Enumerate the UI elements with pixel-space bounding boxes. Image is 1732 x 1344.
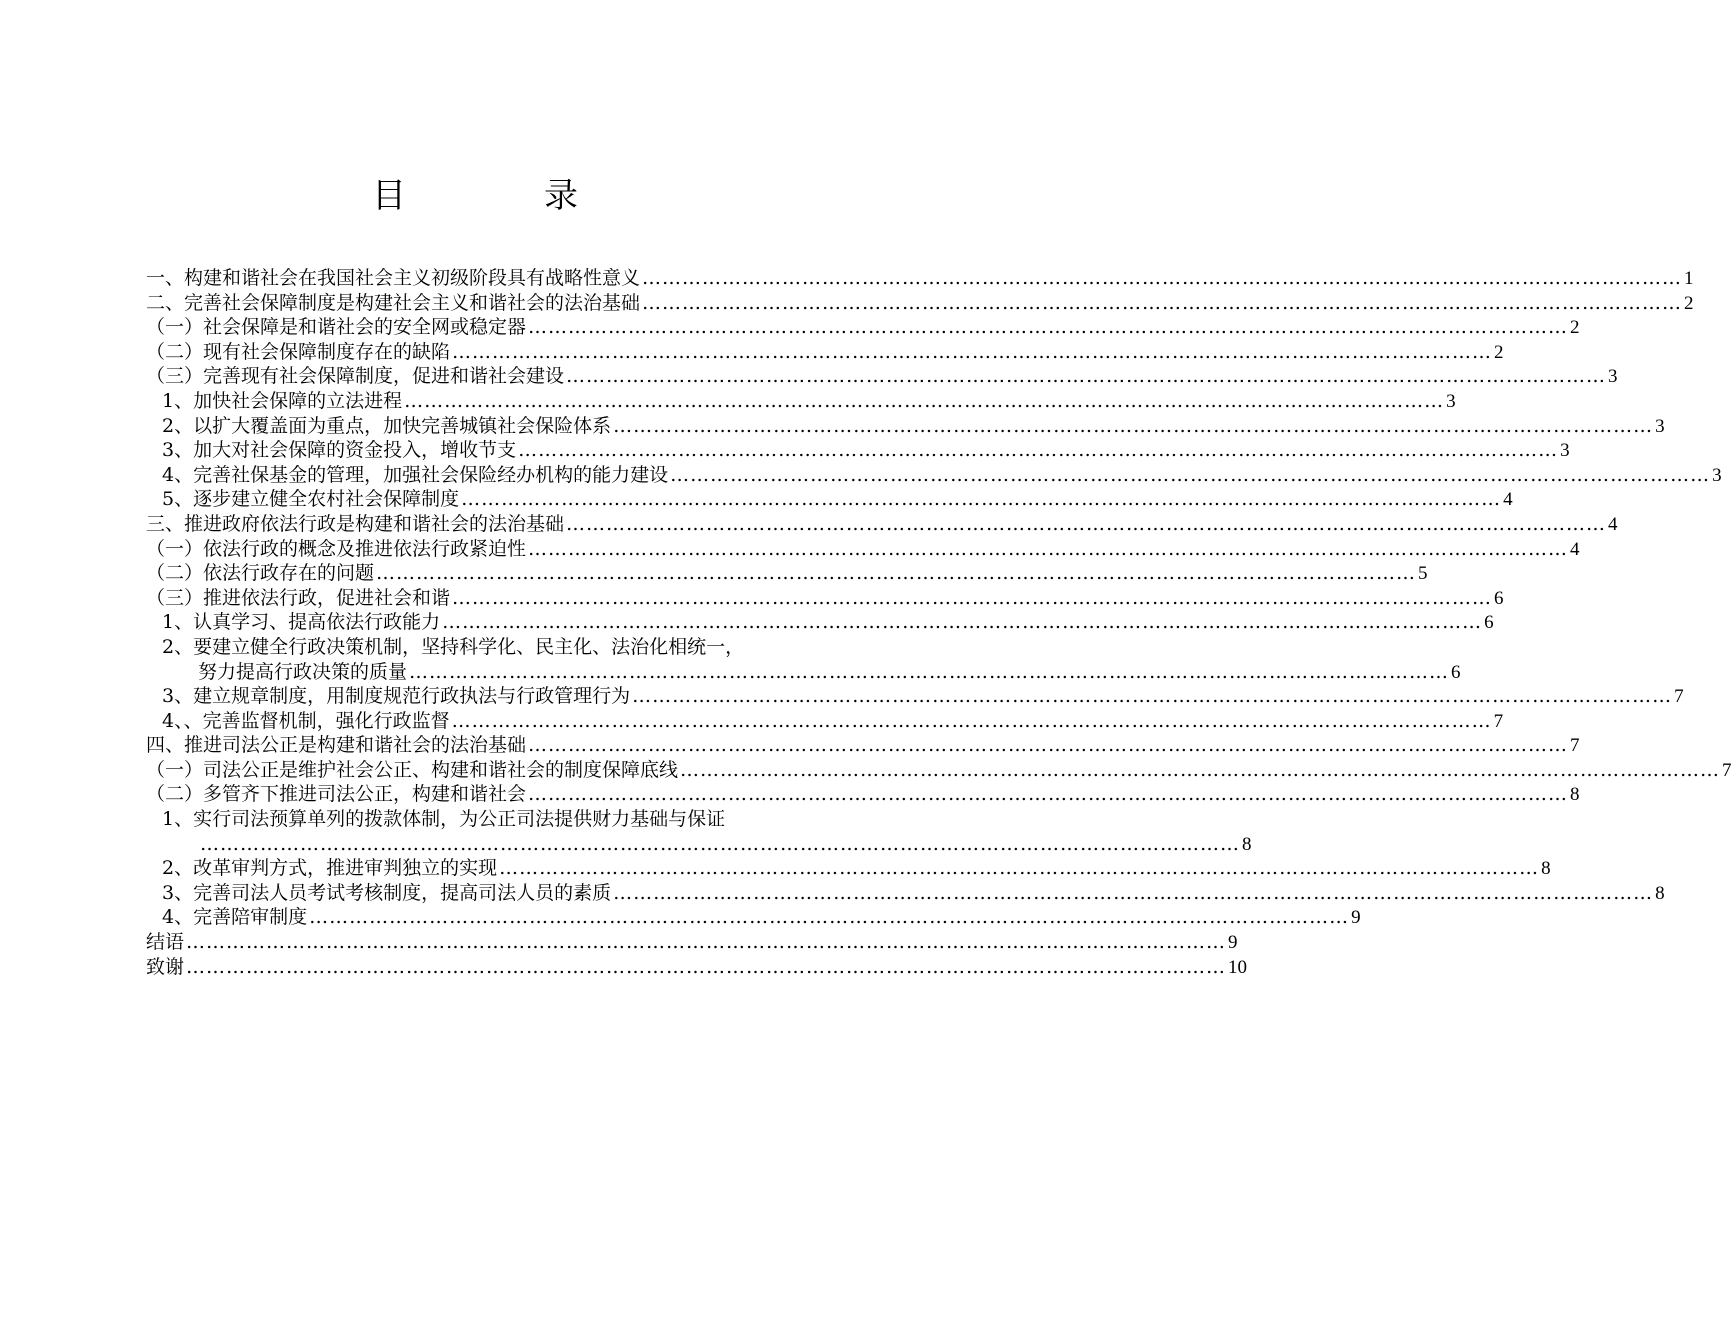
toc-entry-label: 4、完善陪审制度 bbox=[162, 906, 308, 929]
toc-leader: ………………………………………………………………………………………………………………………………………… bbox=[528, 783, 1569, 806]
toc-leader: ………………………………………………………………………………………………………………………………………… bbox=[186, 931, 1227, 954]
toc-entry[interactable] bbox=[146, 487, 1513, 512]
toc-leader: ………………………………………………………………………………………………………………………………………… bbox=[528, 316, 1569, 339]
toc-entry[interactable] bbox=[146, 930, 1238, 955]
toc-entry[interactable] bbox=[146, 315, 1580, 340]
toc-page-number: 8 bbox=[1242, 833, 1252, 855]
toc-entry-label: （三）完善现有社会保障制度，促进和谐社会建设 bbox=[146, 365, 565, 388]
toc-entry-label: 一、构建和谐社会在我国社会主义初级阶段具有战略性意义 bbox=[146, 267, 641, 289]
toc-page-number: 2 bbox=[1494, 341, 1504, 363]
toc-entry[interactable] bbox=[146, 586, 1504, 611]
toc-entry-label: 三、推进政府依法行政是构建和谐社会的法治基础 bbox=[146, 512, 565, 535]
toc-leader: ………………………………………………………………………………………………………………………………………… bbox=[632, 685, 1673, 708]
toc-entry-label: 努力提高行政决策的质量 bbox=[198, 660, 408, 683]
toc-entry-label: （二）多管齐下推进司法公正，构建和谐社会 bbox=[146, 783, 527, 806]
toc-entry-label: 3、加大对社会保障的资金投入，增收节支 bbox=[162, 439, 517, 462]
toc-leader: ………………………………………………………………………………………………………………………………………… bbox=[404, 389, 1445, 412]
toc-entry[interactable] bbox=[146, 856, 1551, 881]
toc-entry-label: 1、认真学习、提高依法行政能力 bbox=[162, 611, 441, 634]
toc-entry-label: （一）社会保障是和谐社会的安全网或稳定器 bbox=[146, 316, 527, 339]
toc-page-number: 3 bbox=[1655, 415, 1665, 437]
toc-leader: ………………………………………………………………………………………………………………………………………… bbox=[642, 267, 1683, 289]
toc-leader: ………………………………………………………………………………………………………………………………………… bbox=[613, 881, 1654, 904]
toc-leader: ………………………………………………………………………………………………………………………………………… bbox=[566, 512, 1607, 535]
toc-entry-label: 致谢 bbox=[146, 955, 185, 978]
toc-entry-label: （二）现有社会保障制度存在的缺陷 bbox=[146, 340, 451, 363]
toc-page-number: 9 bbox=[1228, 932, 1238, 954]
toc-leader: ………………………………………………………………………………………………………………………………………… bbox=[566, 365, 1607, 388]
toc-entry[interactable] bbox=[146, 364, 1618, 389]
toc-page-number: 5 bbox=[1418, 563, 1428, 585]
toc-page-number: 4 bbox=[1608, 513, 1618, 535]
toc-entry[interactable] bbox=[146, 438, 1570, 463]
toc-entry-label: 1、实行司法预算单列的拨款体制，为公正司法提供财力基础与保证 bbox=[162, 808, 726, 831]
toc-entry[interactable] bbox=[146, 414, 1665, 439]
toc-entry[interactable] bbox=[146, 807, 838, 832]
toc-leader: ………………………………………………………………………………………………………………………………………… bbox=[499, 857, 1540, 880]
toc-page-number: 8 bbox=[1655, 882, 1665, 904]
toc-entry[interactable] bbox=[146, 266, 1694, 291]
toc-entry[interactable] bbox=[146, 881, 1665, 906]
toc-page-number: 6 bbox=[1451, 661, 1461, 683]
toc-page-number: 3 bbox=[1712, 464, 1722, 486]
toc-leader: ………………………………………………………………………………………………………………………………………… bbox=[461, 488, 1502, 511]
toc-page-number: 2 bbox=[1684, 292, 1694, 314]
toc-leader: ………………………………………………………………………………………………………………………………………… bbox=[528, 537, 1569, 560]
toc-entry[interactable] bbox=[146, 610, 1494, 635]
toc-page-number: 7 bbox=[1493, 710, 1504, 732]
toc-page-number: 3 bbox=[1608, 366, 1618, 388]
toc-entry[interactable] bbox=[146, 684, 1684, 709]
toc-leader: ………………………………………………………………………………………………………………………………………… bbox=[186, 955, 1227, 978]
table-of-contents bbox=[146, 266, 1732, 979]
toc-entry[interactable] bbox=[146, 709, 1504, 734]
toc-entry-label: （二）依法行政存在的问题 bbox=[146, 562, 375, 585]
toc-page-number: 2 bbox=[1570, 317, 1580, 339]
toc-entry-label: 2、改革审判方式，推进审判独立的实现 bbox=[162, 857, 498, 880]
toc-page-number: 7 bbox=[1722, 759, 1732, 781]
toc-entry[interactable] bbox=[146, 463, 1722, 488]
toc-entry[interactable] bbox=[146, 291, 1694, 316]
toc-entry-label: 2、以扩大覆盖面为重点，加快完善城镇社会保险体系 bbox=[162, 414, 612, 437]
toc-entry-label: （一）依法行政的概念及推进依法行政紧迫性 bbox=[146, 537, 527, 560]
toc-entry-label: （三）推进依法行政，促进社会和谐 bbox=[146, 586, 451, 609]
toc-page-number: 4 bbox=[1570, 538, 1580, 560]
toc-leader: ………………………………………………………………………………………………………………………………………… bbox=[200, 832, 1240, 855]
toc-leader: ………………………………………………………………………………………………………………………………………… bbox=[376, 562, 1417, 585]
toc-entry[interactable] bbox=[146, 389, 1456, 414]
toc-leader: ………………………………………………………………………………………………………………………………………… bbox=[451, 709, 1492, 732]
toc-entry[interactable] bbox=[146, 340, 1504, 365]
toc-page-number: 3 bbox=[1446, 390, 1456, 412]
toc-leader: ………………………………………………………………………………………………………………………………………… bbox=[528, 734, 1569, 757]
toc-leader: ………………………………………………………………………………………………………………………………………… bbox=[670, 463, 1711, 486]
toc-entry-label: （一）司法公正是维护社会公正、构建和谐社会的制度保障底线 bbox=[146, 758, 679, 781]
toc-page-number: 6 bbox=[1494, 587, 1504, 609]
toc-page-number: 6 bbox=[1484, 612, 1494, 634]
toc-entry[interactable] bbox=[146, 782, 1580, 807]
toc-entry-label: 2、要建立健全行政决策机制，坚持科学化、民主化、法治化相统一， bbox=[162, 635, 745, 658]
toc-page-number: 8 bbox=[1570, 784, 1580, 806]
toc-entry[interactable] bbox=[146, 758, 1732, 783]
toc-leader: ………………………………………………………………………………………………………………………………………… bbox=[680, 758, 1721, 781]
toc-leader: ………………………………………………………………………………………………………………………………………… bbox=[409, 660, 1450, 683]
toc-leader: ………………………………………………………………………………………………………………………………………… bbox=[442, 611, 1483, 634]
toc-entry-label: 二、完善社会保障制度是构建社会主义和谐社会的法治基础 bbox=[146, 291, 641, 314]
toc-entry-label: 4、完善社保基金的管理，加强社会保险经办机构的能力建设 bbox=[162, 463, 669, 486]
toc-entry[interactable] bbox=[146, 905, 1361, 930]
toc-entry-label: 4、、完善监督机制，强化行政监督 bbox=[162, 709, 450, 732]
toc-entry-label: 四、推进司法公正是构建和谐社会的法治基础 bbox=[146, 734, 527, 757]
toc-entry-label: 3、完善司法人员考试考核制度，提高司法人员的素质 bbox=[162, 881, 612, 904]
toc-leader: ………………………………………………………………………………………………………………………………………… bbox=[309, 906, 1350, 929]
toc-entry[interactable] bbox=[146, 955, 1248, 980]
toc-leader: ………………………………………………………………………………………………………………………………………… bbox=[613, 414, 1654, 437]
toc-page-number: 1 bbox=[1684, 268, 1694, 289]
toc-leader: ………………………………………………………………………………………………………………………………………… bbox=[642, 291, 1683, 314]
toc-entry-continuation[interactable] bbox=[146, 832, 1252, 857]
toc-page-number: 7 bbox=[1674, 686, 1684, 708]
toc-page-number: 3 bbox=[1560, 440, 1570, 462]
toc-page-number: 10 bbox=[1228, 956, 1248, 978]
toc-entry-label: 3、建立规章制度，用制度规范行政执法与行政管理行为 bbox=[162, 685, 631, 708]
toc-entry[interactable] bbox=[146, 512, 1618, 537]
toc-entry[interactable] bbox=[146, 537, 1580, 562]
toc-entry-continuation[interactable] bbox=[146, 660, 1461, 685]
toc-entry-label: 1、加快社会保障的立法进程 bbox=[162, 389, 403, 412]
toc-entry-label: 结语 bbox=[146, 931, 185, 954]
toc-entry[interactable] bbox=[146, 733, 1580, 758]
page-title: 目 录 bbox=[372, 176, 630, 216]
toc-entry[interactable] bbox=[146, 561, 1428, 586]
toc-page-number: 7 bbox=[1570, 735, 1580, 757]
toc-leader: ………………………………………………………………………………………………………………………………………… bbox=[452, 586, 1493, 609]
toc-leader: ………………………………………………………………………………………………………………………………………… bbox=[452, 340, 1493, 363]
toc-page-number: 8 bbox=[1541, 858, 1551, 880]
toc-page-number: 9 bbox=[1351, 907, 1361, 929]
toc-leader: ………………………………………………………………………………………………………………………………………… bbox=[518, 439, 1559, 462]
toc-entry-label: 5、逐步建立健全农村社会保障制度 bbox=[162, 488, 460, 511]
toc-entry[interactable] bbox=[146, 635, 838, 660]
toc-page-number: 4 bbox=[1503, 489, 1513, 511]
